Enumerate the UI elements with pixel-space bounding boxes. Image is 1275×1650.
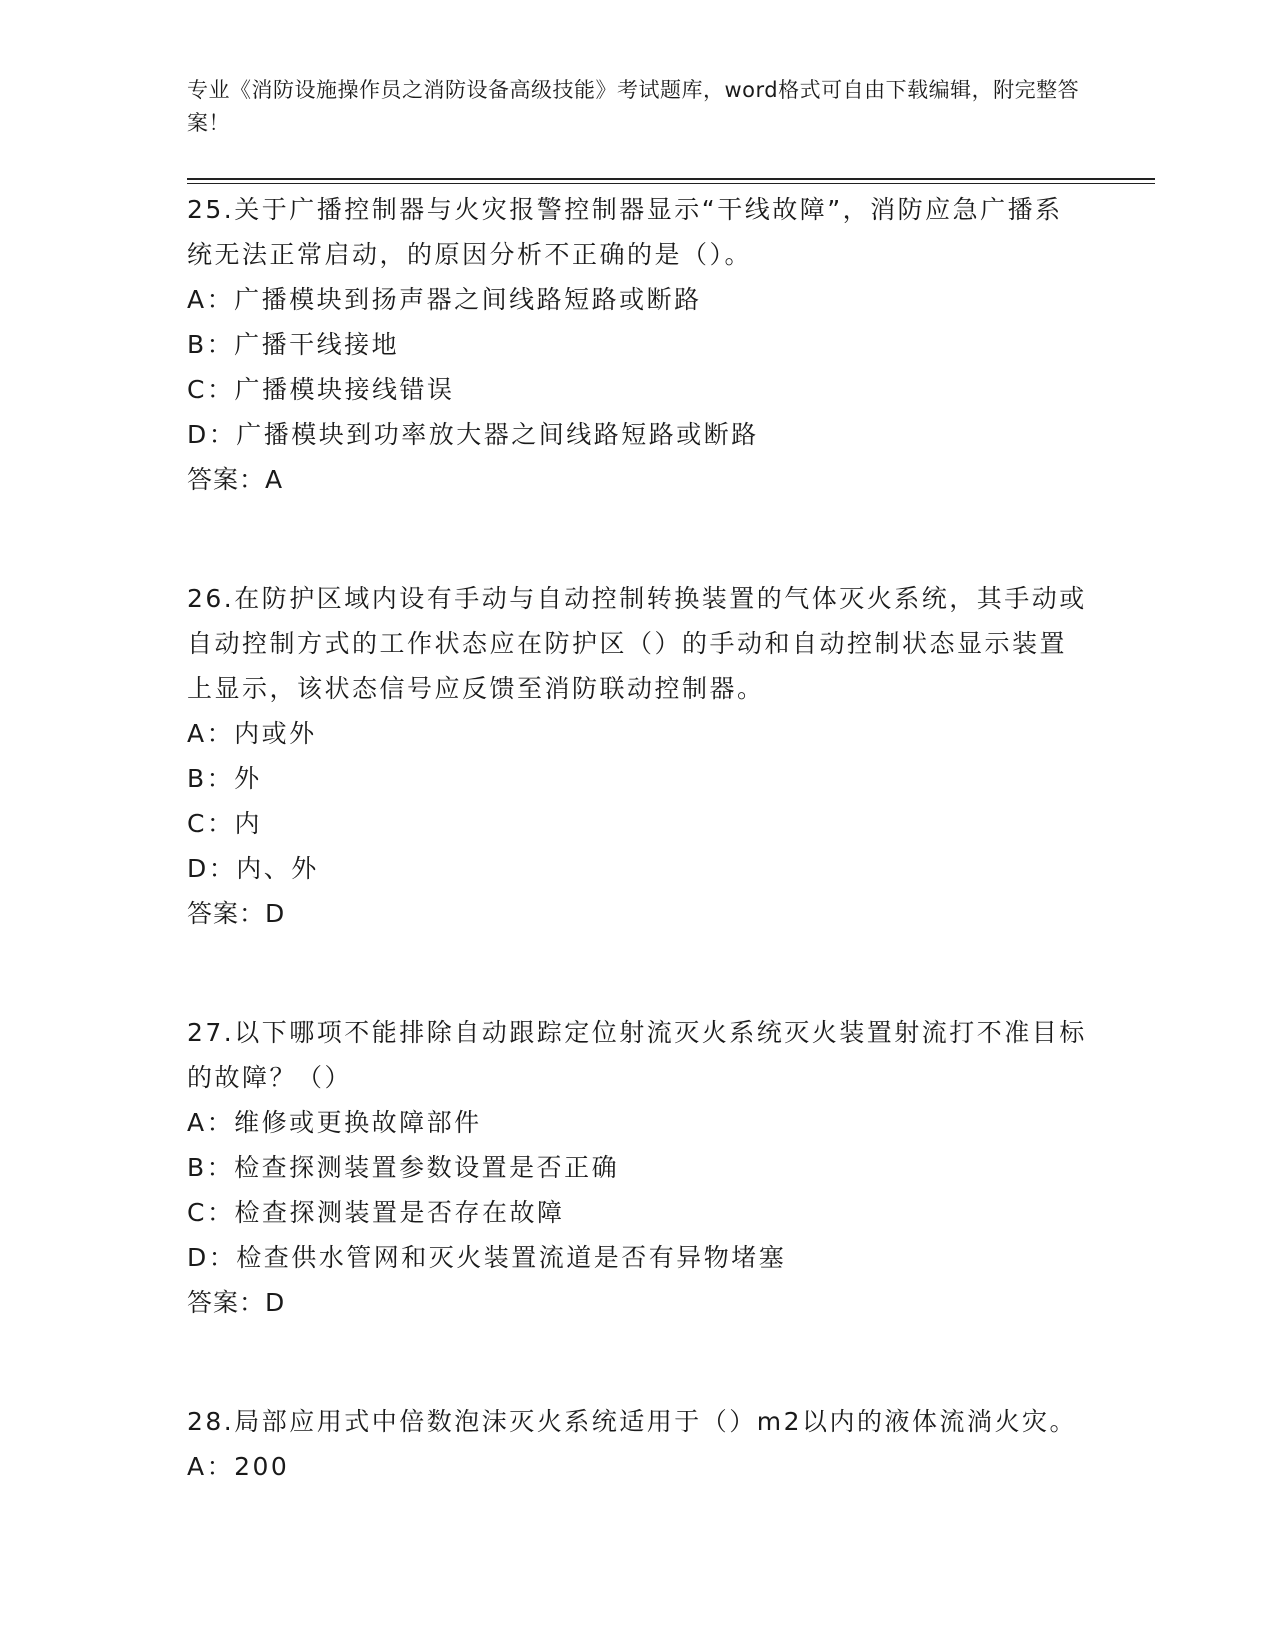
question-list [187, 187, 1087, 1490]
answer: 答案：D [187, 899, 286, 928]
option-c: C：广播模块接线错误 [187, 375, 455, 404]
question-text: 28.局部应用式中倍数泡沫灭火系统适用于（）m2以内的液体流淌火灾。 [187, 1407, 1078, 1436]
option-d: D：检查供水管网和灭火装置流道是否有异物堵塞 [187, 1243, 787, 1272]
option-b: B：外 [187, 764, 262, 793]
option-b: B：广播干线接地 [187, 330, 400, 359]
option-a: A：维修或更换故障部件 [187, 1108, 482, 1137]
option-c: C：内 [187, 809, 262, 838]
option-a: A：内或外 [187, 719, 317, 748]
question-text: 25.关于广播控制器与火灾报警控制器显示“干线故障”，消防应急广播系统无法正常启动，的原因分析不正确的是（）。 [187, 195, 1063, 269]
question-block-25 [187, 187, 1087, 502]
question-text: 27.以下哪项不能排除自动跟踪定位射流灭火系统灭火装置射流打不准目标的故障？（） [187, 1018, 1087, 1092]
answer: 答案：A [187, 465, 284, 494]
option-a: A：广播模块到扬声器之间线路短路或断路 [187, 285, 702, 314]
option-d: D：广播模块到功率放大器之间线路短路或断路 [187, 420, 759, 449]
header-divider-thick [187, 178, 1155, 180]
option-b: B：检查探测装置参数设置是否正确 [187, 1153, 620, 1182]
question-block-27 [187, 1010, 1087, 1325]
option-c: C：检查探测装置是否存在故障 [187, 1198, 565, 1227]
option-d: D：内、外 [187, 854, 319, 883]
option-a: A：200 [187, 1452, 290, 1481]
question-text: 26.在防护区域内设有手动与自动控制转换装置的气体灭火系统，其手动或自动控制方式的工作状态应在防护区（）的手动和自动控制状态显示装置上显示，该状态信号应反馈至消防联动控制器。 [187, 584, 1087, 703]
answer: 答案：D [187, 1288, 286, 1317]
question-block-28 [187, 1399, 1087, 1490]
question-block-26 [187, 576, 1087, 936]
document-intro: 专业《消防设施操作员之消防设备高级技能》考试题库，word格式可自由下载编辑，附完整答案！ [187, 78, 1080, 135]
header-divider-thin [187, 183, 1155, 184]
